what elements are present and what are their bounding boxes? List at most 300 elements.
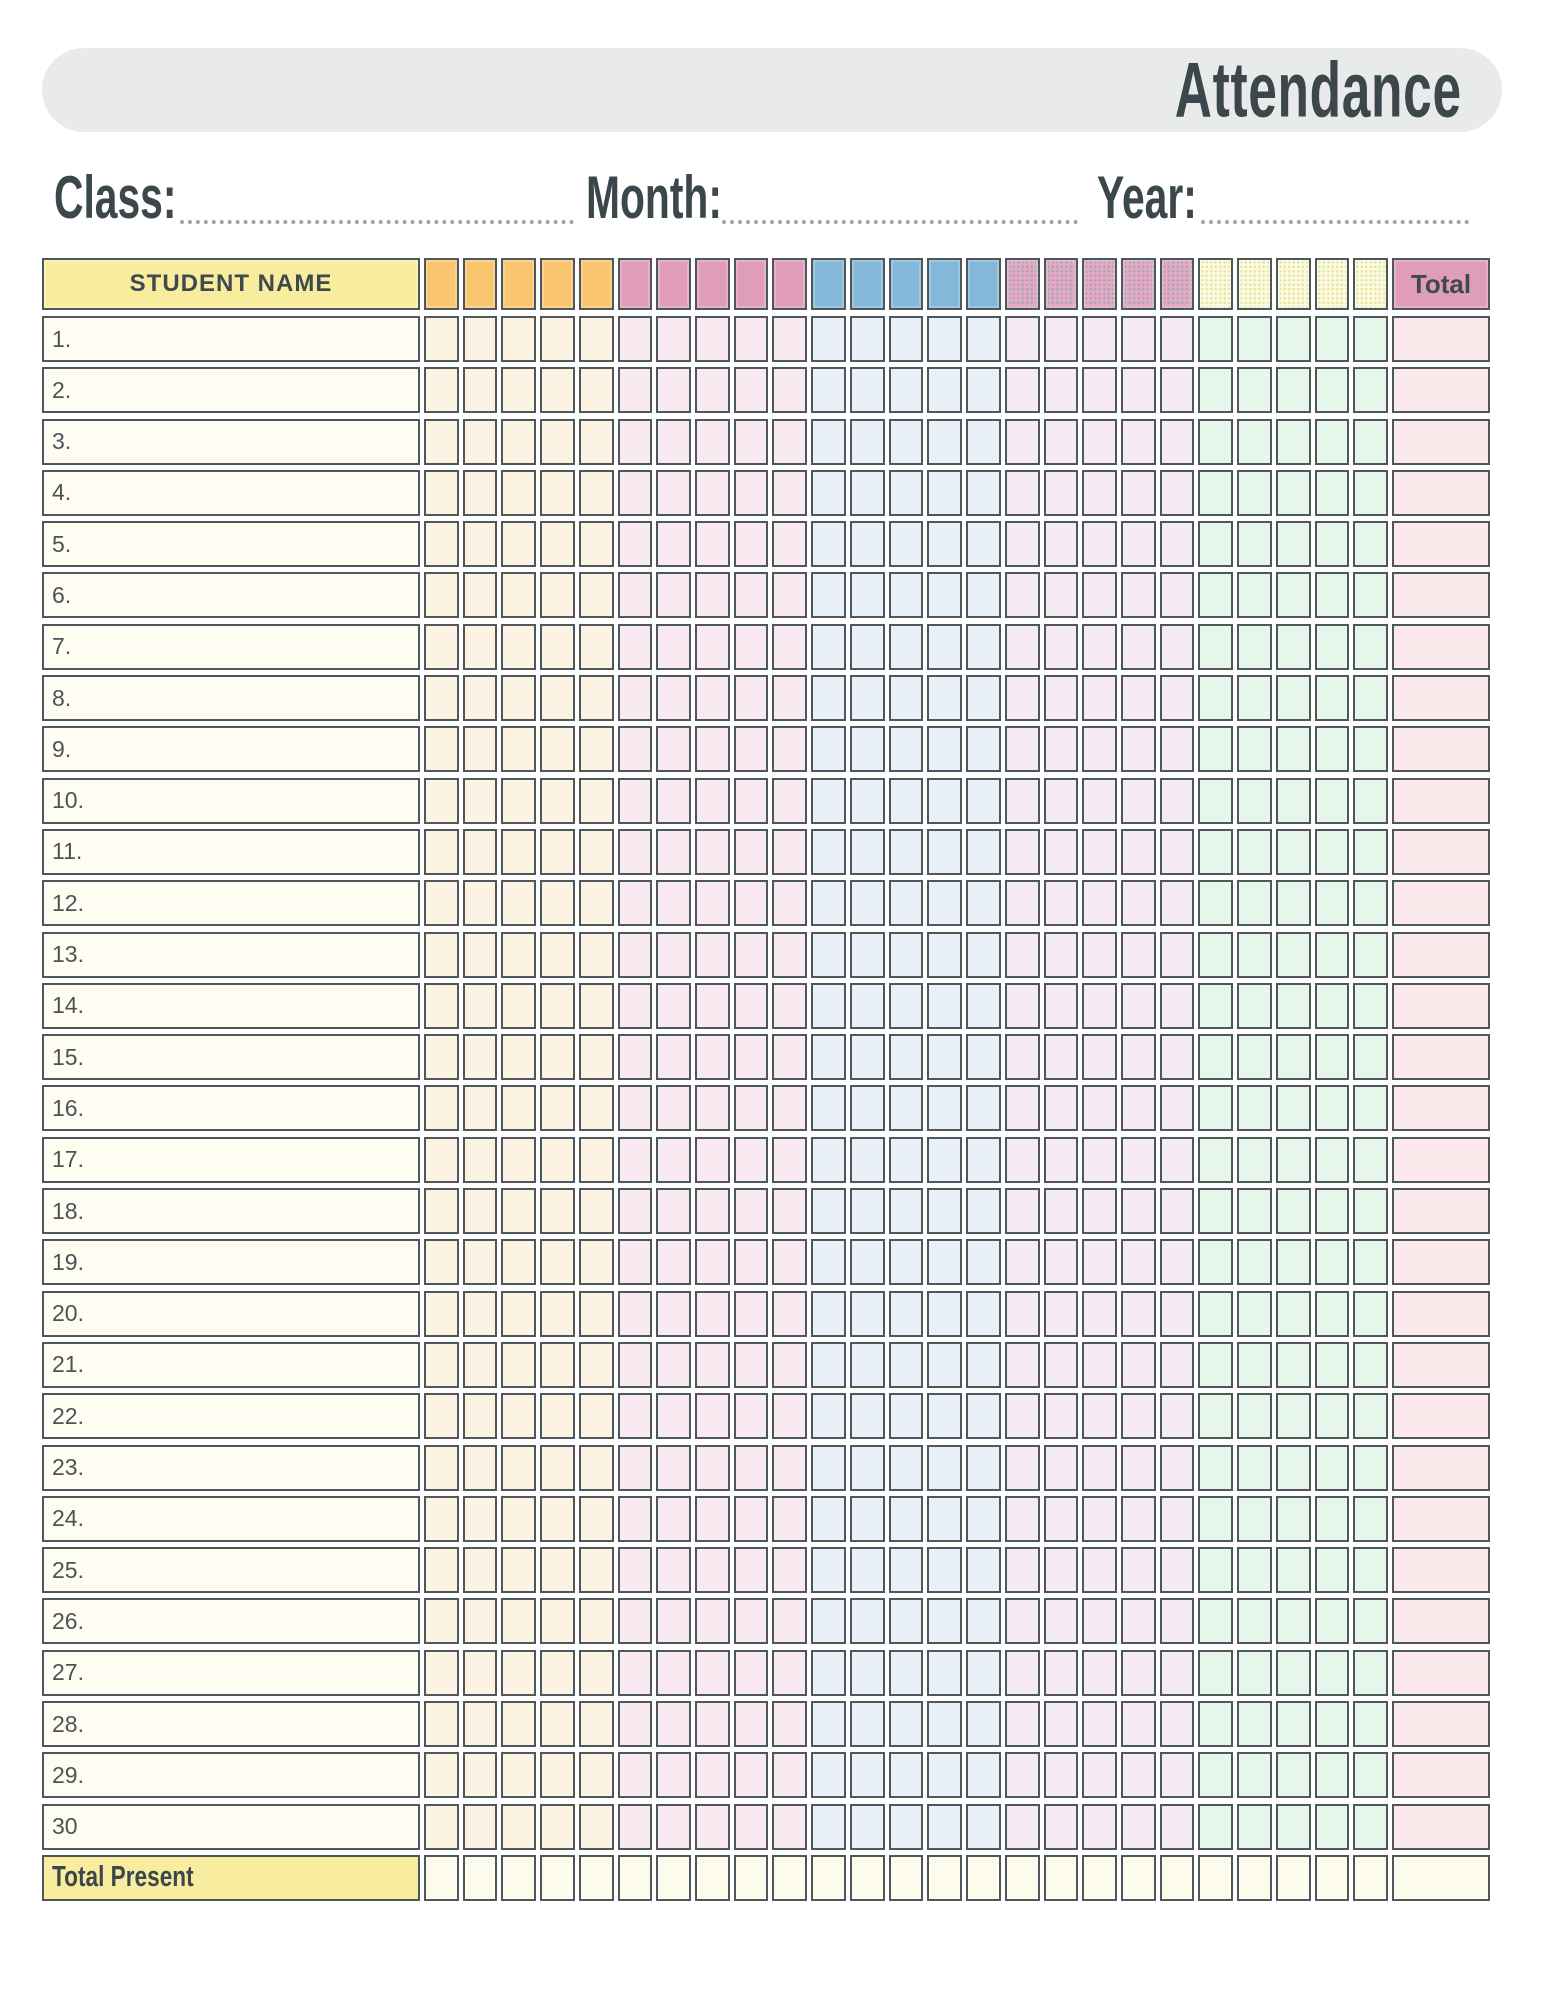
attendance-cell[interactable] <box>463 470 498 516</box>
row-total-cell[interactable] <box>1392 419 1490 465</box>
attendance-cell[interactable] <box>618 983 653 1029</box>
row-total-cell[interactable] <box>1392 1598 1490 1644</box>
attendance-cell[interactable] <box>927 1342 962 1388</box>
attendance-cell[interactable] <box>1315 675 1350 721</box>
attendance-cell[interactable] <box>618 419 653 465</box>
total-present-cell[interactable] <box>579 1855 614 1901</box>
attendance-cell[interactable] <box>463 1034 498 1080</box>
attendance-cell[interactable] <box>1121 1752 1156 1798</box>
attendance-cell[interactable] <box>1160 1137 1195 1183</box>
attendance-cell[interactable] <box>1005 983 1040 1029</box>
row-total-cell[interactable] <box>1392 624 1490 670</box>
attendance-cell[interactable] <box>734 880 769 926</box>
attendance-cell[interactable] <box>1276 1547 1311 1593</box>
attendance-cell[interactable] <box>1121 1598 1156 1644</box>
student-name-cell[interactable] <box>42 1188 420 1234</box>
total-present-cell[interactable] <box>656 1855 691 1901</box>
attendance-cell[interactable] <box>927 367 962 413</box>
attendance-cell[interactable] <box>656 1598 691 1644</box>
attendance-cell[interactable] <box>1237 1650 1272 1696</box>
total-present-cell[interactable] <box>695 1855 730 1901</box>
attendance-cell[interactable] <box>927 572 962 618</box>
attendance-cell[interactable] <box>1353 419 1388 465</box>
attendance-cell[interactable] <box>1353 983 1388 1029</box>
attendance-cell[interactable] <box>1160 316 1195 362</box>
attendance-cell[interactable] <box>1082 1701 1117 1747</box>
attendance-cell[interactable] <box>424 316 459 362</box>
attendance-cell[interactable] <box>966 1034 1001 1080</box>
attendance-cell[interactable] <box>463 316 498 362</box>
attendance-cell[interactable] <box>1044 1547 1079 1593</box>
attendance-cell[interactable] <box>424 1547 459 1593</box>
attendance-cell[interactable] <box>734 572 769 618</box>
attendance-cell[interactable] <box>1276 367 1311 413</box>
attendance-cell[interactable] <box>1044 1291 1079 1337</box>
attendance-cell[interactable] <box>1237 419 1272 465</box>
attendance-cell[interactable] <box>1237 1342 1272 1388</box>
attendance-cell[interactable] <box>889 470 924 516</box>
attendance-cell[interactable] <box>540 1342 575 1388</box>
attendance-cell[interactable] <box>1198 470 1233 516</box>
attendance-cell[interactable] <box>695 675 730 721</box>
attendance-cell[interactable] <box>618 1496 653 1542</box>
attendance-cell[interactable] <box>1121 932 1156 978</box>
attendance-cell[interactable] <box>1276 470 1311 516</box>
attendance-cell[interactable] <box>579 521 614 567</box>
attendance-cell[interactable] <box>927 726 962 772</box>
attendance-cell[interactable] <box>1082 1188 1117 1234</box>
attendance-cell[interactable] <box>811 932 846 978</box>
attendance-cell[interactable] <box>1353 1239 1388 1285</box>
attendance-cell[interactable] <box>1160 1034 1195 1080</box>
attendance-cell[interactable] <box>1160 983 1195 1029</box>
attendance-cell[interactable] <box>1198 932 1233 978</box>
attendance-cell[interactable] <box>618 1034 653 1080</box>
total-present-cell[interactable] <box>850 1855 885 1901</box>
row-total-cell[interactable] <box>1392 1188 1490 1234</box>
attendance-cell[interactable] <box>1353 1701 1388 1747</box>
attendance-cell[interactable] <box>966 1547 1001 1593</box>
attendance-cell[interactable] <box>966 419 1001 465</box>
attendance-cell[interactable] <box>734 675 769 721</box>
attendance-cell[interactable] <box>1198 572 1233 618</box>
attendance-cell[interactable] <box>463 1137 498 1183</box>
attendance-cell[interactable] <box>579 932 614 978</box>
attendance-cell[interactable] <box>889 316 924 362</box>
attendance-cell[interactable] <box>656 1445 691 1491</box>
attendance-cell[interactable] <box>579 1188 614 1234</box>
attendance-cell[interactable] <box>1237 1598 1272 1644</box>
attendance-cell[interactable] <box>463 726 498 772</box>
attendance-cell[interactable] <box>463 572 498 618</box>
attendance-cell[interactable] <box>1353 1342 1388 1388</box>
attendance-cell[interactable] <box>772 624 807 670</box>
row-total-cell[interactable] <box>1392 1701 1490 1747</box>
total-present-cell[interactable] <box>540 1855 575 1901</box>
attendance-cell[interactable] <box>850 1445 885 1491</box>
row-total-cell[interactable] <box>1392 521 1490 567</box>
attendance-cell[interactable] <box>618 624 653 670</box>
row-total-cell[interactable] <box>1392 1804 1490 1850</box>
attendance-cell[interactable] <box>772 1445 807 1491</box>
row-total-cell[interactable] <box>1392 1291 1490 1337</box>
attendance-cell[interactable] <box>1198 521 1233 567</box>
attendance-cell[interactable] <box>927 1034 962 1080</box>
attendance-cell[interactable] <box>579 1496 614 1542</box>
attendance-cell[interactable] <box>656 521 691 567</box>
attendance-cell[interactable] <box>811 470 846 516</box>
attendance-cell[interactable] <box>1121 572 1156 618</box>
attendance-cell[interactable] <box>424 1188 459 1234</box>
attendance-cell[interactable] <box>1044 1342 1079 1388</box>
attendance-cell[interactable] <box>618 726 653 772</box>
attendance-cell[interactable] <box>927 1393 962 1439</box>
attendance-cell[interactable] <box>501 675 536 721</box>
attendance-cell[interactable] <box>927 1650 962 1696</box>
attendance-cell[interactable] <box>1121 675 1156 721</box>
attendance-cell[interactable] <box>811 1496 846 1542</box>
attendance-cell[interactable] <box>1353 1034 1388 1080</box>
row-total-cell[interactable] <box>1392 1445 1490 1491</box>
attendance-cell[interactable] <box>579 1547 614 1593</box>
attendance-cell[interactable] <box>656 1752 691 1798</box>
total-present-cell[interactable] <box>966 1855 1001 1901</box>
attendance-cell[interactable] <box>927 624 962 670</box>
student-name-cell[interactable] <box>42 675 420 721</box>
attendance-cell[interactable] <box>811 778 846 824</box>
attendance-cell[interactable] <box>850 624 885 670</box>
attendance-cell[interactable] <box>772 675 807 721</box>
attendance-cell[interactable] <box>1044 1598 1079 1644</box>
attendance-cell[interactable] <box>734 1547 769 1593</box>
attendance-cell[interactable] <box>1237 624 1272 670</box>
attendance-cell[interactable] <box>1315 316 1350 362</box>
attendance-cell[interactable] <box>1198 1137 1233 1183</box>
attendance-cell[interactable] <box>424 1342 459 1388</box>
attendance-cell[interactable] <box>1315 1598 1350 1644</box>
row-total-cell[interactable] <box>1392 675 1490 721</box>
attendance-cell[interactable] <box>1198 1034 1233 1080</box>
attendance-cell[interactable] <box>1044 932 1079 978</box>
attendance-cell[interactable] <box>540 675 575 721</box>
attendance-cell[interactable] <box>1160 470 1195 516</box>
attendance-cell[interactable] <box>656 829 691 875</box>
attendance-cell[interactable] <box>695 521 730 567</box>
attendance-cell[interactable] <box>424 1701 459 1747</box>
attendance-cell[interactable] <box>695 624 730 670</box>
attendance-cell[interactable] <box>811 1137 846 1183</box>
attendance-cell[interactable] <box>424 1239 459 1285</box>
attendance-cell[interactable] <box>927 419 962 465</box>
attendance-cell[interactable] <box>850 1239 885 1285</box>
attendance-cell[interactable] <box>501 1034 536 1080</box>
attendance-cell[interactable] <box>695 1650 730 1696</box>
year-input-line[interactable] <box>1201 200 1469 224</box>
attendance-cell[interactable] <box>1276 675 1311 721</box>
attendance-cell[interactable] <box>1121 1547 1156 1593</box>
attendance-cell[interactable] <box>695 1804 730 1850</box>
attendance-cell[interactable] <box>1237 932 1272 978</box>
attendance-cell[interactable] <box>1353 726 1388 772</box>
attendance-cell[interactable] <box>579 1085 614 1131</box>
student-name-cell[interactable] <box>42 1137 420 1183</box>
attendance-cell[interactable] <box>618 367 653 413</box>
attendance-cell[interactable] <box>734 1752 769 1798</box>
attendance-cell[interactable] <box>889 1496 924 1542</box>
attendance-cell[interactable] <box>1353 624 1388 670</box>
attendance-cell[interactable] <box>1160 880 1195 926</box>
student-name-cell[interactable] <box>42 1445 420 1491</box>
attendance-cell[interactable] <box>811 675 846 721</box>
attendance-cell[interactable] <box>463 1701 498 1747</box>
attendance-cell[interactable] <box>618 829 653 875</box>
attendance-cell[interactable] <box>966 470 1001 516</box>
attendance-cell[interactable] <box>772 726 807 772</box>
attendance-cell[interactable] <box>1005 1291 1040 1337</box>
attendance-cell[interactable] <box>850 1291 885 1337</box>
attendance-cell[interactable] <box>463 624 498 670</box>
attendance-cell[interactable] <box>772 1496 807 1542</box>
attendance-cell[interactable] <box>1044 1393 1079 1439</box>
attendance-cell[interactable] <box>772 1291 807 1337</box>
total-present-cell[interactable] <box>618 1855 653 1901</box>
attendance-cell[interactable] <box>734 419 769 465</box>
attendance-cell[interactable] <box>1082 880 1117 926</box>
attendance-cell[interactable] <box>501 624 536 670</box>
attendance-cell[interactable] <box>1315 1804 1350 1850</box>
attendance-cell[interactable] <box>927 1752 962 1798</box>
row-total-cell[interactable] <box>1392 880 1490 926</box>
attendance-cell[interactable] <box>1276 778 1311 824</box>
attendance-cell[interactable] <box>656 572 691 618</box>
attendance-cell[interactable] <box>424 932 459 978</box>
attendance-cell[interactable] <box>772 778 807 824</box>
attendance-cell[interactable] <box>1121 880 1156 926</box>
attendance-cell[interactable] <box>966 932 1001 978</box>
attendance-cell[interactable] <box>927 1445 962 1491</box>
attendance-cell[interactable] <box>966 1496 1001 1542</box>
attendance-cell[interactable] <box>656 983 691 1029</box>
attendance-cell[interactable] <box>1005 1239 1040 1285</box>
attendance-cell[interactable] <box>1353 1291 1388 1337</box>
attendance-cell[interactable] <box>1315 1393 1350 1439</box>
attendance-cell[interactable] <box>695 1188 730 1234</box>
row-total-cell[interactable] <box>1392 1137 1490 1183</box>
attendance-cell[interactable] <box>1353 1137 1388 1183</box>
attendance-cell[interactable] <box>927 829 962 875</box>
attendance-cell[interactable] <box>1160 419 1195 465</box>
attendance-cell[interactable] <box>1082 1239 1117 1285</box>
attendance-cell[interactable] <box>540 829 575 875</box>
attendance-cell[interactable] <box>1353 1496 1388 1542</box>
attendance-cell[interactable] <box>540 1547 575 1593</box>
attendance-cell[interactable] <box>1315 1650 1350 1696</box>
student-name-cell[interactable] <box>42 778 420 824</box>
attendance-cell[interactable] <box>1160 572 1195 618</box>
attendance-cell[interactable] <box>772 1137 807 1183</box>
attendance-cell[interactable] <box>966 572 1001 618</box>
attendance-cell[interactable] <box>1315 1752 1350 1798</box>
total-present-cell[interactable] <box>1315 1855 1350 1901</box>
attendance-cell[interactable] <box>618 1137 653 1183</box>
attendance-cell[interactable] <box>695 1034 730 1080</box>
attendance-cell[interactable] <box>927 1547 962 1593</box>
attendance-cell[interactable] <box>1121 1085 1156 1131</box>
attendance-cell[interactable] <box>1353 1445 1388 1491</box>
attendance-cell[interactable] <box>1276 624 1311 670</box>
attendance-cell[interactable] <box>1237 316 1272 362</box>
attendance-cell[interactable] <box>501 1445 536 1491</box>
attendance-cell[interactable] <box>734 1650 769 1696</box>
attendance-cell[interactable] <box>579 1034 614 1080</box>
attendance-cell[interactable] <box>463 521 498 567</box>
attendance-cell[interactable] <box>1121 1188 1156 1234</box>
attendance-cell[interactable] <box>850 367 885 413</box>
attendance-cell[interactable] <box>927 1085 962 1131</box>
attendance-cell[interactable] <box>424 521 459 567</box>
student-name-cell[interactable] <box>42 726 420 772</box>
attendance-cell[interactable] <box>618 1547 653 1593</box>
attendance-cell[interactable] <box>850 983 885 1029</box>
attendance-cell[interactable] <box>1237 726 1272 772</box>
attendance-cell[interactable] <box>1237 829 1272 875</box>
attendance-cell[interactable] <box>1082 316 1117 362</box>
attendance-cell[interactable] <box>889 1137 924 1183</box>
student-name-cell[interactable] <box>42 1547 420 1593</box>
attendance-cell[interactable] <box>1082 1445 1117 1491</box>
attendance-cell[interactable] <box>501 419 536 465</box>
attendance-cell[interactable] <box>966 367 1001 413</box>
attendance-cell[interactable] <box>734 932 769 978</box>
total-present-cell[interactable] <box>1082 1855 1117 1901</box>
attendance-cell[interactable] <box>1315 1137 1350 1183</box>
attendance-cell[interactable] <box>1044 624 1079 670</box>
attendance-cell[interactable] <box>1315 572 1350 618</box>
attendance-cell[interactable] <box>618 932 653 978</box>
attendance-cell[interactable] <box>734 316 769 362</box>
total-present-cell[interactable] <box>1160 1855 1195 1901</box>
attendance-cell[interactable] <box>1160 1701 1195 1747</box>
attendance-cell[interactable] <box>618 675 653 721</box>
attendance-cell[interactable] <box>1315 932 1350 978</box>
attendance-cell[interactable] <box>1353 1598 1388 1644</box>
attendance-cell[interactable] <box>1044 1445 1079 1491</box>
total-present-total-cell[interactable] <box>1392 1855 1490 1901</box>
attendance-cell[interactable] <box>463 1445 498 1491</box>
attendance-cell[interactable] <box>811 1239 846 1285</box>
attendance-cell[interactable] <box>656 419 691 465</box>
attendance-cell[interactable] <box>656 1188 691 1234</box>
student-name-cell[interactable] <box>42 1804 420 1850</box>
attendance-cell[interactable] <box>850 419 885 465</box>
attendance-cell[interactable] <box>540 1650 575 1696</box>
attendance-cell[interactable] <box>540 1137 575 1183</box>
attendance-cell[interactable] <box>889 1701 924 1747</box>
attendance-cell[interactable] <box>618 1701 653 1747</box>
attendance-cell[interactable] <box>811 1701 846 1747</box>
attendance-cell[interactable] <box>1044 1085 1079 1131</box>
attendance-cell[interactable] <box>1198 1445 1233 1491</box>
attendance-cell[interactable] <box>966 1085 1001 1131</box>
attendance-cell[interactable] <box>850 1393 885 1439</box>
attendance-cell[interactable] <box>966 1445 1001 1491</box>
attendance-cell[interactable] <box>1005 367 1040 413</box>
attendance-cell[interactable] <box>734 624 769 670</box>
attendance-cell[interactable] <box>1005 778 1040 824</box>
attendance-cell[interactable] <box>1082 726 1117 772</box>
attendance-cell[interactable] <box>579 1393 614 1439</box>
attendance-cell[interactable] <box>1353 470 1388 516</box>
attendance-cell[interactable] <box>1121 1650 1156 1696</box>
attendance-cell[interactable] <box>1082 521 1117 567</box>
attendance-cell[interactable] <box>463 419 498 465</box>
attendance-cell[interactable] <box>772 1085 807 1131</box>
student-name-cell[interactable] <box>42 521 420 567</box>
attendance-cell[interactable] <box>1198 1393 1233 1439</box>
attendance-cell[interactable] <box>927 932 962 978</box>
attendance-cell[interactable] <box>695 1342 730 1388</box>
attendance-cell[interactable] <box>1276 1393 1311 1439</box>
attendance-cell[interactable] <box>1082 419 1117 465</box>
attendance-cell[interactable] <box>850 572 885 618</box>
attendance-cell[interactable] <box>889 624 924 670</box>
attendance-cell[interactable] <box>811 316 846 362</box>
attendance-cell[interactable] <box>540 1701 575 1747</box>
student-name-cell[interactable] <box>42 1291 420 1337</box>
attendance-cell[interactable] <box>1353 572 1388 618</box>
attendance-cell[interactable] <box>501 1291 536 1337</box>
attendance-cell[interactable] <box>1315 1701 1350 1747</box>
attendance-cell[interactable] <box>424 1085 459 1131</box>
attendance-cell[interactable] <box>1082 1804 1117 1850</box>
attendance-cell[interactable] <box>1315 1085 1350 1131</box>
attendance-cell[interactable] <box>1082 572 1117 618</box>
attendance-cell[interactable] <box>1276 1085 1311 1131</box>
attendance-cell[interactable] <box>1276 1342 1311 1388</box>
attendance-cell[interactable] <box>772 1188 807 1234</box>
attendance-cell[interactable] <box>1160 726 1195 772</box>
total-present-cell[interactable] <box>811 1855 846 1901</box>
row-total-cell[interactable] <box>1392 829 1490 875</box>
attendance-cell[interactable] <box>1121 1291 1156 1337</box>
attendance-cell[interactable] <box>656 1804 691 1850</box>
attendance-cell[interactable] <box>1121 624 1156 670</box>
attendance-cell[interactable] <box>1160 1598 1195 1644</box>
attendance-cell[interactable] <box>579 1701 614 1747</box>
attendance-cell[interactable] <box>695 470 730 516</box>
attendance-cell[interactable] <box>1121 1342 1156 1388</box>
attendance-cell[interactable] <box>966 1701 1001 1747</box>
attendance-cell[interactable] <box>618 316 653 362</box>
attendance-cell[interactable] <box>734 1393 769 1439</box>
attendance-cell[interactable] <box>966 521 1001 567</box>
attendance-cell[interactable] <box>1121 983 1156 1029</box>
attendance-cell[interactable] <box>1198 1547 1233 1593</box>
attendance-cell[interactable] <box>811 419 846 465</box>
attendance-cell[interactable] <box>1276 1496 1311 1542</box>
attendance-cell[interactable] <box>734 1598 769 1644</box>
attendance-cell[interactable] <box>1315 1445 1350 1491</box>
attendance-cell[interactable] <box>1237 1547 1272 1593</box>
attendance-cell[interactable] <box>889 419 924 465</box>
attendance-cell[interactable] <box>1044 983 1079 1029</box>
attendance-cell[interactable] <box>772 932 807 978</box>
attendance-cell[interactable] <box>579 1752 614 1798</box>
attendance-cell[interactable] <box>966 624 1001 670</box>
row-total-cell[interactable] <box>1392 1752 1490 1798</box>
row-total-cell[interactable] <box>1392 983 1490 1029</box>
attendance-cell[interactable] <box>1353 1547 1388 1593</box>
